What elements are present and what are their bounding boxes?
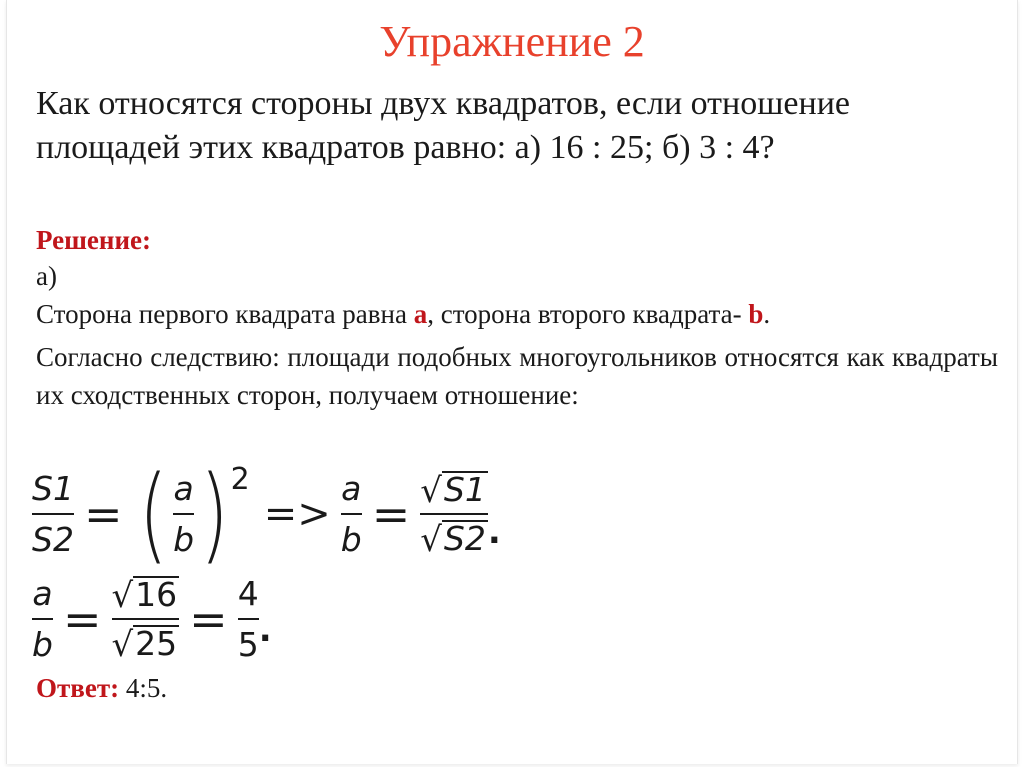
sides-text-middle: , сторона второго квадрата-: [427, 299, 749, 329]
question-line-1: Как относятся стороны двух квадратов, если отношение: [36, 85, 850, 122]
fraction-a-b: [173, 469, 194, 559]
equals-sign: =: [62, 592, 102, 646]
numerator-4: 4: [237, 574, 259, 613]
slide-title: Упражнение 2: [379, 17, 645, 66]
b-term: b: [173, 520, 195, 559]
sqrt-icon: √: [111, 624, 134, 665]
solution-heading: [36, 222, 998, 258]
part-label-text: а): [36, 261, 57, 291]
equals-sign: =: [83, 487, 123, 541]
sqrt-s2: [420, 519, 488, 560]
b-term: b: [340, 520, 362, 559]
exponent: 2: [230, 462, 250, 497]
equals-sign: =: [371, 487, 411, 541]
formula-ratio-sides: [32, 453, 501, 575]
implies-sign: =>: [263, 491, 331, 537]
fraction-bar: [238, 618, 259, 620]
fraction-bar: [32, 618, 53, 620]
fraction-s1-s2: [32, 469, 74, 559]
fraction-sqrt-16-25: [111, 575, 180, 665]
variable-b: b: [748, 299, 764, 329]
sqrt-s2-term: S2: [443, 519, 486, 558]
part-label: [36, 258, 998, 294]
a-term: a: [173, 469, 194, 508]
formula-period: .: [487, 512, 501, 552]
answer-line: [36, 670, 998, 706]
sqrt-s1: [420, 470, 488, 511]
right-paren: ): [200, 453, 229, 575]
sqrt-25: [111, 624, 180, 665]
left-paren: (: [138, 453, 167, 575]
s2-term: S2: [32, 520, 74, 559]
fraction-sqrt-s1-s2: [420, 470, 488, 560]
sqrt-16: [111, 575, 180, 616]
b-term: b: [32, 625, 53, 664]
fraction-bar: [32, 513, 74, 515]
sides-text-start: Сторона первого квадрата равна: [36, 299, 414, 329]
sqrt-icon: √: [420, 471, 442, 511]
s1-term: S1: [32, 469, 74, 508]
variable-a: a: [413, 299, 428, 329]
denominator-5: 5: [237, 625, 259, 664]
fraction-bar: [341, 513, 362, 515]
formula-period: .: [258, 610, 272, 650]
solution-sides-line: [36, 296, 998, 332]
a-term: a: [341, 469, 362, 508]
equals-sign: =: [189, 592, 228, 646]
fraction-4-5: [238, 574, 259, 664]
formula-ratio-values: [32, 574, 272, 664]
sqrt-icon: √: [420, 519, 442, 560]
sqrt-25-term: 25: [135, 624, 178, 663]
sqrt-s1-term: S1: [443, 470, 486, 510]
sides-text-end: .: [763, 299, 771, 329]
solution-heading-text: Решение:: [36, 225, 151, 255]
fraction-bar: [173, 513, 194, 515]
answer-label: Ответ:: [36, 673, 120, 703]
fraction-a-b: [32, 574, 53, 664]
sqrt-16-term: 16: [135, 575, 178, 615]
sqrt-icon: √: [111, 576, 134, 616]
question-line-2: площадей этих квадратов равно: а) 16 : 25; б) 3 : 4?: [36, 129, 775, 166]
answer-value: 4:5.: [119, 673, 168, 703]
solution-paragraph: Согласно следствию: площади подобных многоугольников относятся как квадраты их сходственных сторон, получаем отношение:: [36, 342, 998, 410]
fraction-bar: [420, 513, 488, 515]
fraction-bar: [112, 618, 180, 620]
exercise-question: [36, 82, 996, 170]
fraction-a-b-result: [341, 469, 362, 559]
a-term: a: [32, 574, 53, 613]
